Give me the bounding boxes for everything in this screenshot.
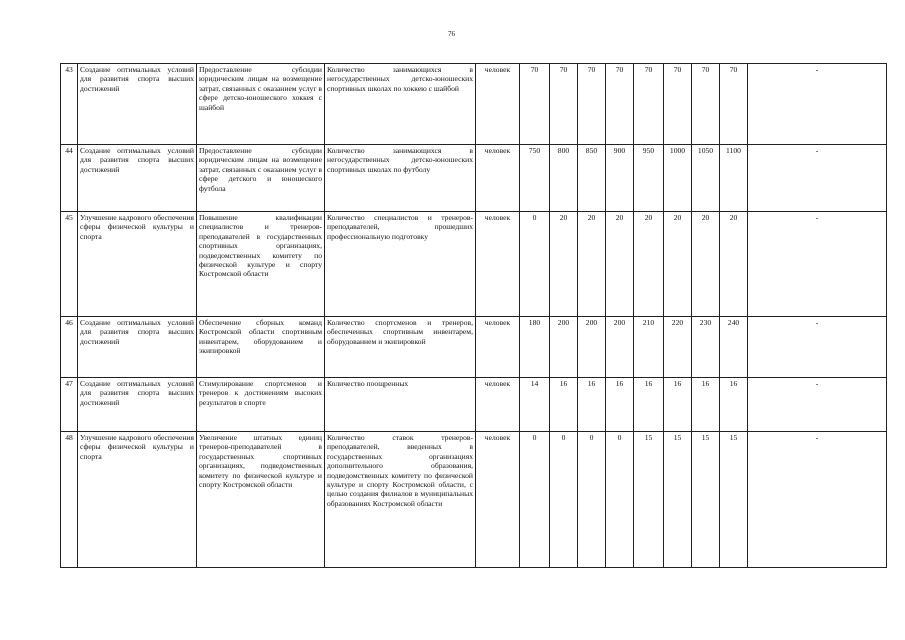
- task-cell: Создание оптимальных условий для развития спорта высших достижений: [78, 378, 197, 432]
- row-number: 46: [61, 317, 78, 378]
- value-cell: 70: [606, 64, 634, 145]
- value-cell: 20: [634, 212, 664, 317]
- note-cell: -: [748, 317, 887, 378]
- value-cell: 230: [692, 317, 720, 378]
- indicator-cell: Количество ставок тренеров-преподавателей, введенных в государственных организациях дополнительного образования, подведомственных комитету по физической культуре и спорту Костромской области, с целью создания филиалов в муниципальных образованиях Костромской области: [325, 432, 476, 568]
- table-row: [61, 432, 887, 568]
- value-cell: 16: [550, 378, 578, 432]
- value-cell: 210: [634, 317, 664, 378]
- value-cell: 16: [720, 378, 748, 432]
- value-cell: 20: [578, 212, 606, 317]
- table-row: [61, 64, 887, 145]
- value-cell: 15: [692, 432, 720, 568]
- measure-cell: Предоставление субсидии юридическим лицам на возмещение затрат, связанных с оказанием услуг в сфере детско-юношеского хоккея с шайбой: [197, 64, 325, 145]
- value-cell: 70: [664, 64, 692, 145]
- table-row: [61, 212, 887, 317]
- table-row: [61, 317, 887, 378]
- value-cell: 1100: [720, 145, 748, 212]
- task-cell: Создание оптимальных условий для развития спорта высших достижений: [78, 145, 197, 212]
- value-cell: 70: [550, 64, 578, 145]
- value-cell: 950: [634, 145, 664, 212]
- table-row: [61, 145, 887, 212]
- value-cell: 20: [606, 212, 634, 317]
- measure-cell: Стимулирование спортсменов и тренеров к достижениям высоких результатов в спорте: [197, 378, 325, 432]
- value-cell: 0: [578, 432, 606, 568]
- value-cell: 850: [578, 145, 606, 212]
- value-cell: 20: [550, 212, 578, 317]
- measure-cell: Увеличение штатных единиц тренеров-преподавателей в государственных спортивных организациях, подведомственных комитету по физической культуре и спорту Костромской области: [197, 432, 325, 568]
- value-cell: 20: [692, 212, 720, 317]
- table-row: [61, 378, 887, 432]
- unit-cell: человек: [476, 317, 520, 378]
- indicators-table: [60, 63, 887, 568]
- indicator-cell: Количество занимающихся в негосударственных детско-юношеских спортивных школах по хоккею с шайбой: [325, 64, 476, 145]
- value-cell: 70: [720, 64, 748, 145]
- value-cell: 16: [606, 378, 634, 432]
- task-cell: Создание оптимальных условий для развития спорта высших достижений: [78, 317, 197, 378]
- task-cell: Улучшение кадрового обеспечения сферы физической культуры и спорта: [78, 212, 197, 317]
- value-cell: 180: [520, 317, 550, 378]
- value-cell: 750: [520, 145, 550, 212]
- value-cell: 20: [720, 212, 748, 317]
- measure-cell: Предоставление субсидии юридическим лицам на возмещение затрат, связанных с оказанием услуг в сфере детского и юношеского футбола: [197, 145, 325, 212]
- value-cell: 15: [664, 432, 692, 568]
- row-number: 43: [61, 64, 78, 145]
- value-cell: 16: [634, 378, 664, 432]
- task-cell: Улучшение кадрового обеспечения сферы физической культуры и спорта: [78, 432, 197, 568]
- value-cell: 1050: [692, 145, 720, 212]
- value-cell: 200: [606, 317, 634, 378]
- value-cell: 70: [634, 64, 664, 145]
- value-cell: 15: [634, 432, 664, 568]
- value-cell: 16: [578, 378, 606, 432]
- value-cell: 200: [550, 317, 578, 378]
- measure-cell: Обеспечение сборных команд Костромской области спортивным инвентарем, оборудованием и экипировкой: [197, 317, 325, 378]
- row-number: 48: [61, 432, 78, 568]
- unit-cell: человек: [476, 378, 520, 432]
- value-cell: 0: [550, 432, 578, 568]
- task-cell: Создание оптимальных условий для развития спорта высших достижений: [78, 64, 197, 145]
- unit-cell: человек: [476, 212, 520, 317]
- value-cell: 1000: [664, 145, 692, 212]
- indicator-cell: Количество занимающихся в негосударственных детско-юношеских спортивных школах по футболу: [325, 145, 476, 212]
- value-cell: 16: [692, 378, 720, 432]
- value-cell: 800: [550, 145, 578, 212]
- unit-cell: человек: [476, 145, 520, 212]
- value-cell: 220: [664, 317, 692, 378]
- row-number: 47: [61, 378, 78, 432]
- value-cell: 0: [520, 212, 550, 317]
- note-cell: -: [748, 64, 887, 145]
- note-cell: -: [748, 212, 887, 317]
- note-cell: -: [748, 145, 887, 212]
- note-cell: -: [748, 378, 887, 432]
- value-cell: 20: [664, 212, 692, 317]
- note-cell: -: [748, 432, 887, 568]
- measure-cell: Повышение квалификации специалистов и тренеров-преподавателей в государственных спортивных организациях, подведомственных комитету по физической культуре и спорту Костромской области: [197, 212, 325, 317]
- unit-cell: человек: [476, 432, 520, 568]
- indicator-cell: Количество спортсменов и тренеров, обеспеченных спортивным инвентарем, оборудованием и экипировкой: [325, 317, 476, 378]
- indicator-cell: Количество специалистов и тренеров-преподавателей, прошедших профессиональную подготовку: [325, 212, 476, 317]
- value-cell: 240: [720, 317, 748, 378]
- value-cell: 200: [578, 317, 606, 378]
- value-cell: 900: [606, 145, 634, 212]
- value-cell: 16: [664, 378, 692, 432]
- value-cell: 0: [606, 432, 634, 568]
- row-number: 45: [61, 212, 78, 317]
- page-number: 76: [448, 30, 455, 38]
- value-cell: 14: [520, 378, 550, 432]
- value-cell: 70: [692, 64, 720, 145]
- value-cell: 70: [578, 64, 606, 145]
- value-cell: 0: [520, 432, 550, 568]
- value-cell: 15: [720, 432, 748, 568]
- value-cell: 70: [520, 64, 550, 145]
- indicator-cell: Количество поощренных: [325, 378, 476, 432]
- row-number: 44: [61, 145, 78, 212]
- unit-cell: человек: [476, 64, 520, 145]
